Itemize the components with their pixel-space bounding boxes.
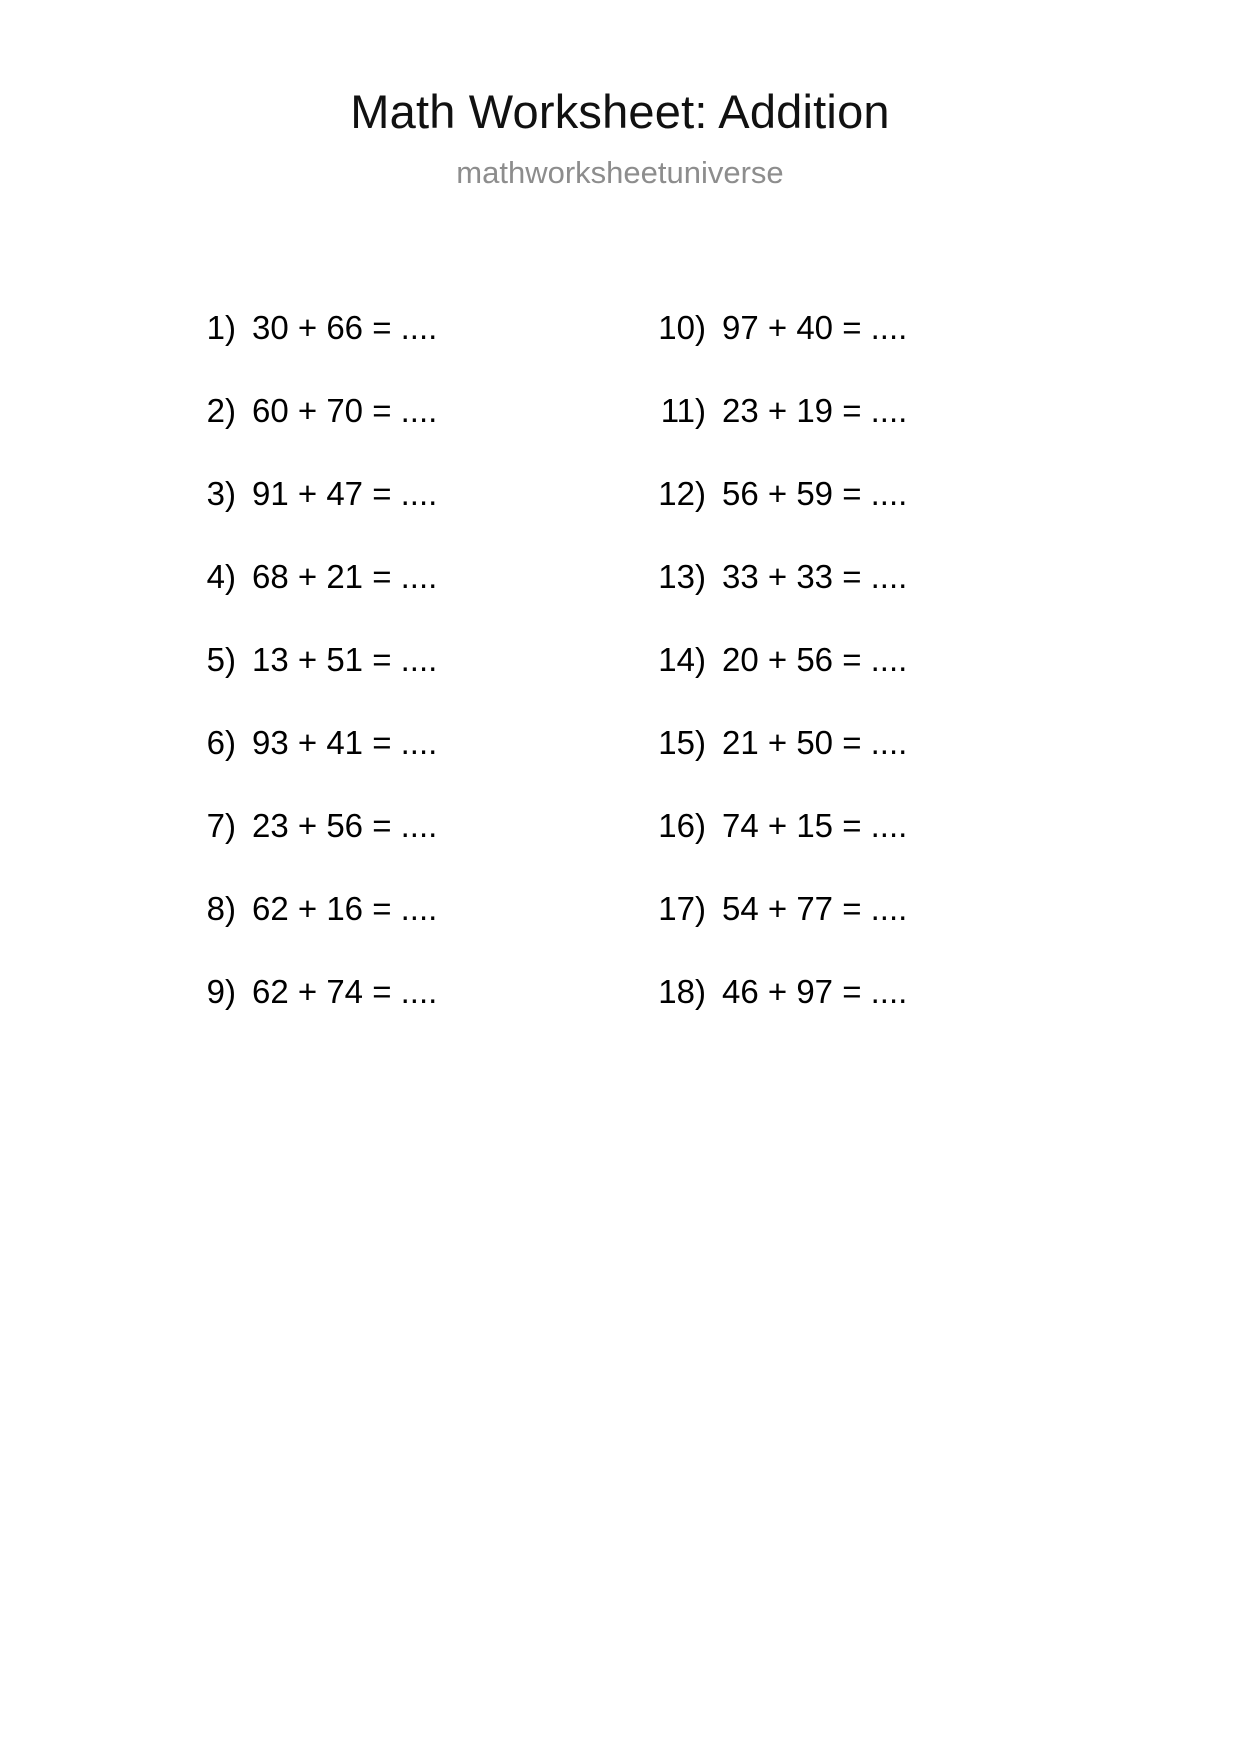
problem-item	[626, 784, 1056, 867]
problem-expression: 30 + 66 = ....	[252, 308, 438, 346]
problem-expression: 23 + 19 = ....	[722, 391, 908, 429]
problem-number: 11)	[660, 391, 706, 429]
problem-number: 9)	[206, 972, 236, 1010]
problem-number: 15)	[658, 723, 706, 761]
problem-item	[176, 701, 626, 784]
problem-item	[626, 369, 1056, 452]
problem-expression: 91 + 47 = ....	[252, 474, 438, 512]
problem-number: 7)	[206, 806, 236, 844]
problem-expression: 33 + 33 = ....	[722, 557, 908, 595]
problem-number: 4)	[206, 557, 236, 595]
problem-expression: 68 + 21 = ....	[252, 557, 438, 595]
problem-column-right	[626, 286, 1056, 1033]
problem-item	[626, 867, 1056, 950]
problem-number: 16)	[658, 806, 706, 844]
problem-number: 3)	[206, 474, 236, 512]
problem-list	[0, 286, 1240, 1033]
problem-item	[626, 950, 1056, 1033]
page-subtitle: mathworksheetuniverse	[456, 154, 784, 190]
problem-number: 12)	[658, 474, 706, 512]
problem-item	[626, 701, 1056, 784]
problem-item	[626, 535, 1056, 618]
problem-expression: 23 + 56 = ....	[252, 806, 438, 844]
problem-item	[176, 618, 626, 701]
problem-number: 10)	[658, 308, 706, 346]
problem-number: 17)	[658, 889, 706, 927]
problem-expression: 54 + 77 = ....	[722, 889, 908, 927]
problem-expression: 74 + 15 = ....	[722, 806, 908, 844]
problem-number: 5)	[206, 640, 236, 678]
problem-item	[176, 535, 626, 618]
problem-expression: 62 + 74 = ....	[252, 972, 438, 1010]
problem-number: 2)	[206, 391, 236, 429]
problem-item	[176, 286, 626, 369]
problem-number: 1)	[206, 308, 236, 346]
problem-item	[176, 867, 626, 950]
problem-item	[626, 618, 1056, 701]
problem-number: 14)	[658, 640, 706, 678]
page-title: Math Worksheet: Addition	[350, 85, 890, 138]
problem-item	[626, 452, 1056, 535]
problem-expression: 21 + 50 = ....	[722, 723, 908, 761]
problem-item	[626, 286, 1056, 369]
problem-item	[176, 452, 626, 535]
problem-expression: 46 + 97 = ....	[722, 972, 908, 1010]
problem-expression: 97 + 40 = ....	[722, 308, 908, 346]
problem-expression: 60 + 70 = ....	[252, 391, 438, 429]
problem-number: 6)	[206, 723, 236, 761]
problem-number: 8)	[206, 889, 236, 927]
problem-expression: 62 + 16 = ....	[252, 889, 438, 927]
problem-number: 18)	[658, 972, 706, 1010]
problem-number: 13)	[658, 557, 706, 595]
problem-column-left	[176, 286, 626, 1033]
problem-item	[176, 950, 626, 1033]
problem-item	[176, 369, 626, 452]
problem-item	[176, 784, 626, 867]
problem-expression: 13 + 51 = ....	[252, 640, 438, 678]
problem-expression: 93 + 41 = ....	[252, 723, 438, 761]
problem-expression: 20 + 56 = ....	[722, 640, 908, 678]
problem-expression: 56 + 59 = ....	[722, 474, 908, 512]
